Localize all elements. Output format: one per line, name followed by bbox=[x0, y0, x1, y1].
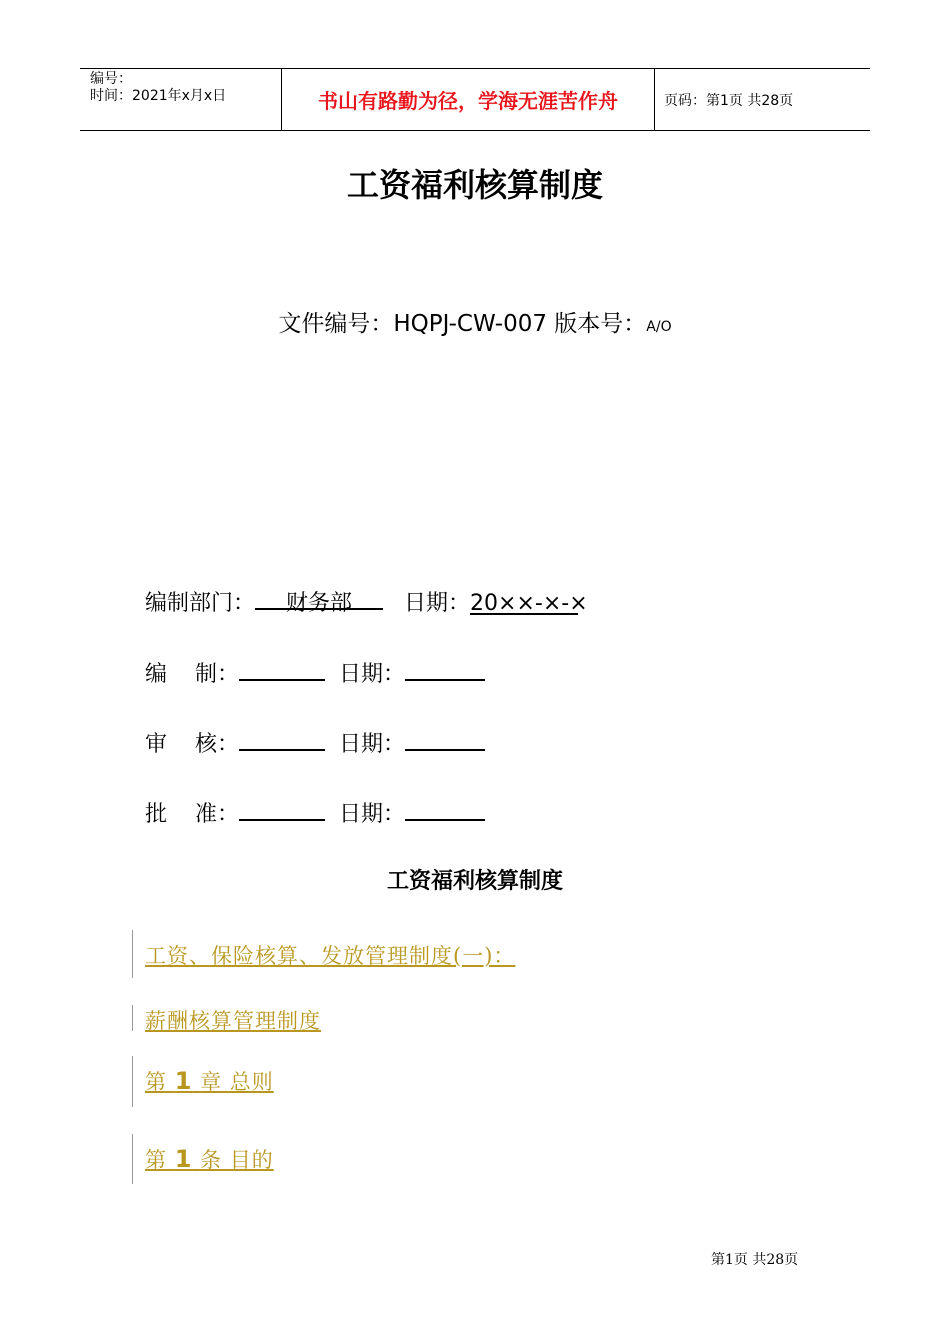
compile-date-field bbox=[405, 657, 485, 681]
dept-field bbox=[255, 586, 383, 616]
toc-post: 条 目的 bbox=[200, 1148, 274, 1172]
header-page-info: 页码：第1页 共28页 bbox=[664, 93, 794, 109]
header-meta bbox=[90, 71, 226, 105]
dept-label: 编制部门： bbox=[145, 591, 256, 616]
approve-label: 批 准： bbox=[145, 802, 239, 827]
header-motto: 书山有路勤为径，学海无涯苦作舟 bbox=[318, 89, 618, 113]
approve-field bbox=[239, 797, 325, 821]
header-divider bbox=[654, 69, 655, 130]
page-footer: 第1页 共28页 bbox=[711, 1252, 799, 1268]
approve-row bbox=[145, 797, 485, 828]
toc-link[interactable]: 薪酬核算管理制度 bbox=[145, 1009, 321, 1033]
file-number-label: 文件编号：HQPJ-CW-007 版本号： bbox=[278, 311, 647, 337]
time-label: 时间：2021年x月x日 bbox=[90, 88, 227, 104]
toc-item bbox=[132, 1134, 274, 1184]
review-row bbox=[145, 727, 485, 758]
toc-item bbox=[132, 1056, 274, 1107]
toc-item bbox=[132, 1005, 321, 1031]
document-title: 工资福利核算制度 bbox=[346, 166, 603, 204]
compile-label: 编 制： bbox=[145, 662, 239, 687]
approve-date-field bbox=[405, 797, 485, 821]
toc-num: 1 bbox=[174, 1067, 193, 1095]
approve-date-label: 日期： bbox=[338, 802, 405, 827]
review-date-label: 日期： bbox=[338, 732, 405, 757]
page-header bbox=[80, 68, 870, 131]
toc-link[interactable] bbox=[145, 1067, 274, 1095]
toc-num: 1 bbox=[174, 1145, 193, 1173]
compile-row bbox=[145, 657, 485, 688]
dept-date-value: 20××-×-× bbox=[470, 591, 588, 616]
review-field bbox=[239, 727, 325, 751]
toc-post: 章 总则 bbox=[200, 1070, 274, 1094]
version-value: A/O bbox=[646, 319, 672, 335]
dept-row bbox=[145, 586, 588, 617]
dept-date-field bbox=[470, 591, 588, 616]
toc-link[interactable]: 工资、保险核算、发放管理制度(一)： bbox=[145, 944, 516, 968]
toc-item bbox=[132, 930, 515, 978]
code-label: 编号： bbox=[90, 71, 132, 87]
review-label: 审 核： bbox=[145, 732, 239, 757]
compile-date-label: 日期： bbox=[338, 662, 405, 687]
toc-pre: 第 bbox=[145, 1148, 167, 1172]
file-info bbox=[0, 305, 950, 338]
toc-pre: 第 bbox=[145, 1070, 167, 1094]
compile-field bbox=[239, 657, 325, 681]
review-date-field bbox=[405, 727, 485, 751]
section-title: 工资福利核算制度 bbox=[386, 869, 563, 894]
dept-date-label: 日期： bbox=[404, 591, 471, 616]
dept-value: 财务部 bbox=[286, 591, 353, 616]
toc-link[interactable] bbox=[145, 1145, 274, 1173]
